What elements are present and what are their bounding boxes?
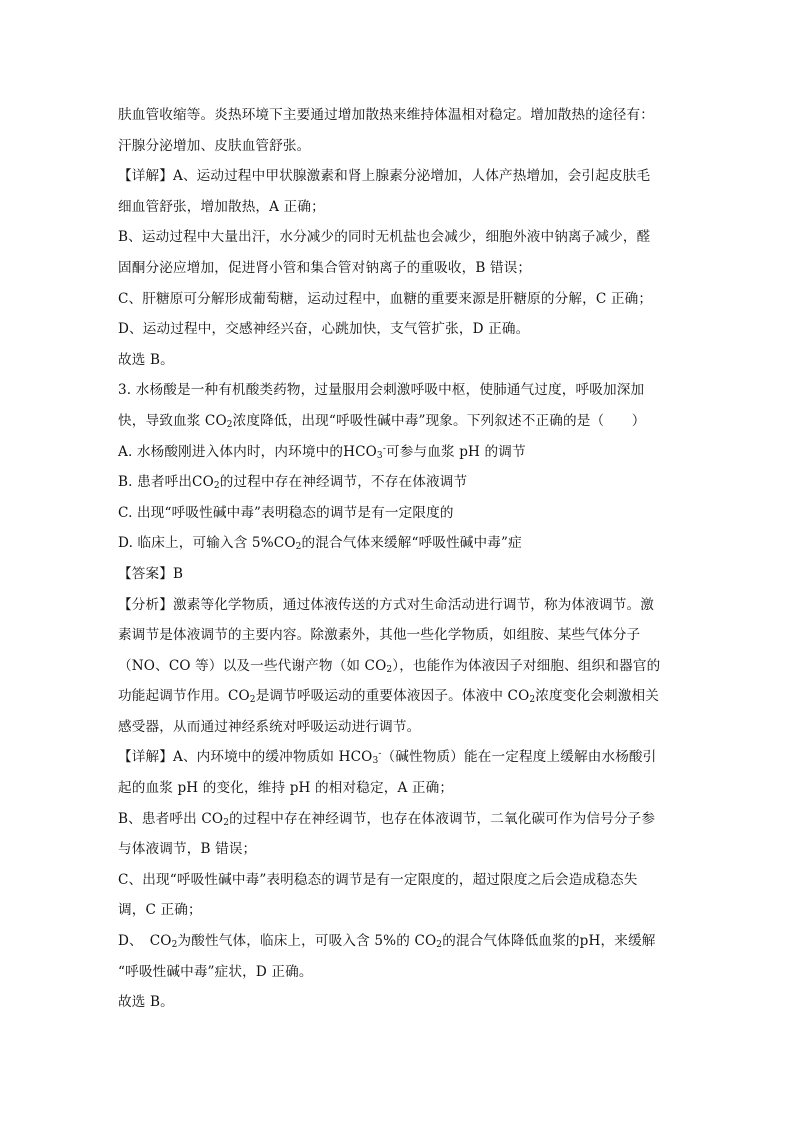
text-line: 调，C 正确； <box>118 902 202 919</box>
text-line: 【详解】A、运动过程中甲状腺激素和肾上腺素分泌增加，人体产热增加，会引起皮肤毛 <box>118 168 651 185</box>
text-line: B、运动过程中大量出汗，水分减少的同时无机盐也会减少，细胞外液中钠离子减少，醛 <box>118 229 651 246</box>
option-d: D. 临床上，可输入含 $5\%CO_2$的混合气体来缓解“呼吸性碱中毒”症 <box>118 535 522 553</box>
text-line: 功能起调节作用。$CO_2$是调节呼吸运动的重要体液因子。体液中 $CO_2$浓度变化会刺激相关 <box>118 688 659 706</box>
option-b: B. 患者呼出$CO_2$的过程中存在神经调节，不存在体液调节 <box>118 474 468 492</box>
option-c: C. 出现“呼吸性碱中毒”表明稳态的调节是有一定限度的 <box>118 504 454 521</box>
text-line: D、运动过程中，交感神经兴奋，心跳加快，支气管扩张，D 正确。 <box>118 321 530 338</box>
text-line: 【分析】激素等化学物质，通过体液传送的方式对生命活动进行调节，称为体液调节。激 <box>118 596 655 613</box>
text-line: 起的血浆 pH 的变化，维持 pH 的相对稳定，A 正确； <box>118 780 454 797</box>
document-page <box>118 100 678 1018</box>
text-line: B、患者呼出 $CO_2$的过程中存在神经调节，也存在体液调节，二氧化碳可作为信号分子参 <box>118 810 656 828</box>
text-line: “呼吸性碱中毒”症状，D 正确。 <box>118 963 313 980</box>
text-line: 与体液调节，B 错误； <box>118 841 257 858</box>
text-line: 素调节是体液调节的主要内容。除激素外，其他一些化学物质，如组胺、某些气体分子 <box>118 627 641 644</box>
text-line: 【详解】A、内环境中的缓冲物质如 $HCO_3^-$（碱性物质）能在一定程度上缓解由水杨酸引 <box>118 749 657 767</box>
text-line: 感受器，从而通过神经系统对呼吸运动进行调节。 <box>118 718 421 735</box>
question-stem: 快，导致血浆 $CO_2$浓度降低，出现“呼吸性碱中毒”现象。下列叙述不正确的是（ ） <box>118 412 646 430</box>
text-line: 细血管舒张，增加散热，A 正确； <box>118 198 325 215</box>
text-line: 故选 B。 <box>118 994 174 1011</box>
text-line: D、 $CO_2$为酸性气体，临床上，可吸入含 5%的 $CO_2$的混合气体降低血浆的pH，来缓解 <box>118 933 656 951</box>
answer-line: 【答案】B <box>118 565 184 582</box>
text-line: 固酮分泌应增加，促进肾小管和集合管对钠离子的重吸收，B 错误； <box>118 259 532 276</box>
text-line: 肤血管收缩等。炎热环境下主要通过增加散热来维持体温相对稳定。增加散热的途径有： <box>118 107 655 123</box>
text-line: 故选 B。 <box>118 351 174 368</box>
text-line: C、出现“呼吸性碱中毒”表明稳态的调节是有一定限度的，超过限度之后会造成稳态失 <box>118 871 638 888</box>
text-line: （NO、CO 等）以及一些代谢产物（如 $CO_2$），也能作为体液因子对细胞、组织和器官的 <box>118 657 661 675</box>
question-stem: 3. 水杨酸是一种有机酸类药物，过量服用会刺激呼吸中枢，使肺通气过度，呼吸加深加 <box>118 382 645 399</box>
option-a: A. 水杨酸刚进入体内时，内环境中的$HCO_3^-$可参与血浆 pH 的调节 <box>118 443 526 461</box>
text-line: 汗腺分泌增加、皮肤血管舒张。 <box>118 137 311 154</box>
text-line: C、肝糖原可分解形成葡萄糖，运动过程中，血糖的重要来源是肝糖原的分解，C 正确； <box>118 290 653 307</box>
